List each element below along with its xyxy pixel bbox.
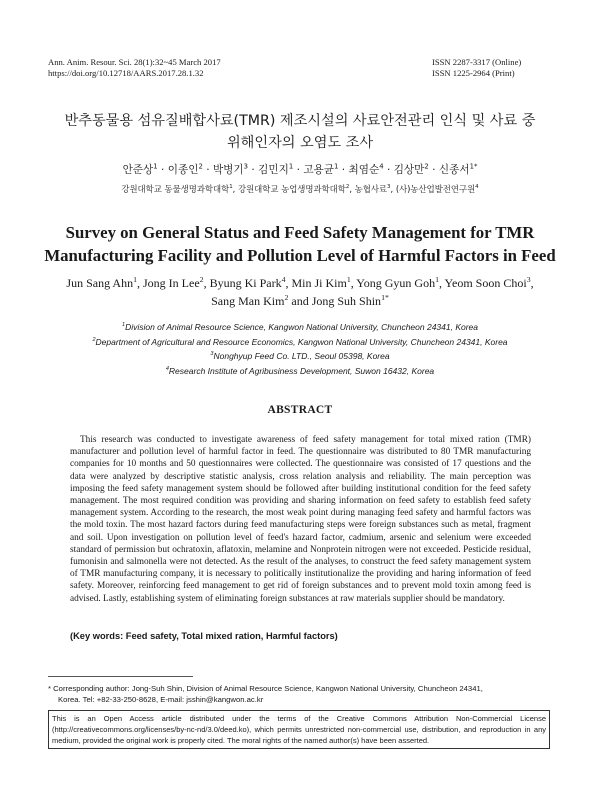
abstract-heading: ABSTRACT xyxy=(267,404,333,416)
author: Min Ji Kim$^1$ xyxy=(291,275,351,290)
korean-affiliations: 강원대학교 동물생명과학대학$^1$, 강원대학교 농업생명과학대학$^2$, 농협사료$^3$, (사)농산업발전연구원$^4$ xyxy=(121,184,479,194)
author: 고용균$^1$ xyxy=(303,162,339,176)
english-affiliations xyxy=(30,320,570,378)
author: Sang Man Kim$^2$ xyxy=(211,293,289,308)
author: Jong Suh Shin$^{1*}$ xyxy=(311,293,389,308)
english-title-line1: Survey on General Status and Feed Safety Management for TMR xyxy=(65,223,535,242)
author: Jun Sang Ahn$^1$ xyxy=(66,275,137,290)
author: 안준상$^1$ xyxy=(122,162,158,176)
keywords: (Key words: Feed safety, Total mixed ration, Harmful factors) xyxy=(70,631,338,641)
korean-title-line2: 위해인자의 오염도 조사 xyxy=(226,135,374,151)
corresponding-line1: * Corresponding author: Jong-Suh Shin, Division of Animal Resource Science, Kangwon National University, Chuncheon 24341, xyxy=(48,684,483,693)
corresponding-author-note xyxy=(48,683,548,705)
affiliation: 강원대학교 농업생명과학대학$^2$ xyxy=(238,184,350,194)
author-line-1: Jun Sang Ahn$^1$, Jong In Lee$^2$, Byung Ki Park$^4$, Min Ji Kim$^1$, Yong Gyun Goh$^1$, Yeom Soon Choi$^3$, xyxy=(66,275,534,290)
korean-title xyxy=(40,110,560,154)
affiliation: 강원대학교 동물생명과학대학$^1$ xyxy=(121,184,233,194)
author: 이종인$^2$ xyxy=(167,162,203,176)
issn-block xyxy=(432,57,521,79)
author: 김상만$^2$ xyxy=(393,162,429,176)
journal-citation xyxy=(48,57,221,79)
author-conjunction: and xyxy=(291,294,309,308)
abstract-body: This research was conducted to investigate awareness of feed safety management for total mixed ration (TMR) manufacturer and pollution level of harmful factor in feed. The questionnaire was distributed to 80 TMR manufacturing companies for 10 months and 50 questionnaires were collected. The questionnaire was consisted of 17 questions and the data were analyzed by descriptive statistic analysis, cross relation analysis and reliability. The main perception was imposing the feed safety management system should be followed after building institutional condition for the feed safety management. The most required condition was providing and sharing information on feed safety to establish feed safety management system. According to the research, the most weak point during managing feed safety and harmful factors was the mold toxin. The most hazard factors during feed manufacturing steps were foreign substances such as metal, fragment and soil. Upon investigation on pollution level of feed's hazard factor, cadmium, arsenic and selenium were exceeded standard of permission but ochratoxin, aflatoxin, melamine and Nonprotein nitrogen were not exceeded. Pesticide residual, fumonisin and salmonella were not detected. As the result of the analyses, to construct the feed safety management system of TMR manufacturing company, it is necessary to politically institutionalize the providing and haring information of feed safety. Moreover, reinforcing feed management to get rid of foreign substances and to prevent mold toxin among feed is advised. Lastly, establishing system of eliminating foreign substances at raw materials supplier should be mandatory. xyxy=(70,435,531,604)
author: Yeom Soon Choi$^3$ xyxy=(444,275,531,290)
author: Jong In Lee$^2$ xyxy=(143,275,204,290)
affiliation: (사)농산업발전연구원$^4$ xyxy=(395,184,479,194)
doi-link[interactable]: https://doi.org/10.12718/AARS.2017.28.1.32 xyxy=(48,68,204,78)
corresponding-line2: Korea. Tel: +82-33-250-8628, E-mail: jsshin@kangwon.ac.kr xyxy=(58,695,264,704)
affiliation: $^1$Division of Animal Resource Science, Kangwon National University, Chuncheon 24341, Korea xyxy=(121,322,479,332)
author: 김민지$^1$ xyxy=(258,162,294,176)
author: 박병기$^3$ xyxy=(212,162,249,176)
author: 최염순$^4$ xyxy=(348,162,384,176)
english-author-list xyxy=(30,274,570,310)
issn-online: ISSN 2287-3317 (Online) xyxy=(432,57,522,67)
journal-line: Ann. Anim. Resour. Sci. 28(1):32~45 March 2017 xyxy=(48,57,221,67)
author: 신종서$^{1*}$ xyxy=(438,162,478,176)
footnote-divider xyxy=(48,676,193,677)
author: Byung Ki Park$^4$ xyxy=(209,275,286,290)
affiliation: $^2$Department of Agricultural and Resource Economics, Kangwon National University, Chuncheon 24341, Korea xyxy=(92,336,508,347)
english-title-line2: Manufacturing Facility and Pollution Level of Harmful Factors in Feed xyxy=(44,246,556,265)
author: Yong Gyun Goh$^1$ xyxy=(356,275,439,290)
korean-title-line1: 반추동물용 섬유질배합사료(TMR) 제조시설의 사료안전관리 인식 및 사료 중 xyxy=(64,113,536,129)
issn-print: ISSN 1225-2964 (Print) xyxy=(432,68,515,78)
affiliation: 농협사료$^3$ xyxy=(354,184,391,194)
korean-author-list: 안준상$^1$ · 이종인$^2$ · 박병기$^3$ · 김민지$^1$ · 고용균$^1$ · 최염순$^4$ · 김상만$^2$ · 신종서$^{1*}$ xyxy=(122,162,478,176)
open-access-notice: This is an Open Access article distributed under the terms of the Creative Commons Attribution Non-Commercial License (http://creativecommons.org/licenses/by-nc-nd/3.0/deed.ko), which permits unrestricted non-commercial use, distribution, and reproduction in any medium, provided the original work is properly cited. The moral rights of the named author(s) have been asserted. xyxy=(48,710,550,749)
affiliation: $^3$Nonghyup Feed Co. LTD., Seoul 05398, Korea xyxy=(210,351,390,361)
affiliation: $^4$Research Institute of Agribusiness Development, Suwon 16432, Korea xyxy=(165,365,435,376)
author-line-2 xyxy=(30,292,570,310)
english-title xyxy=(30,221,570,267)
